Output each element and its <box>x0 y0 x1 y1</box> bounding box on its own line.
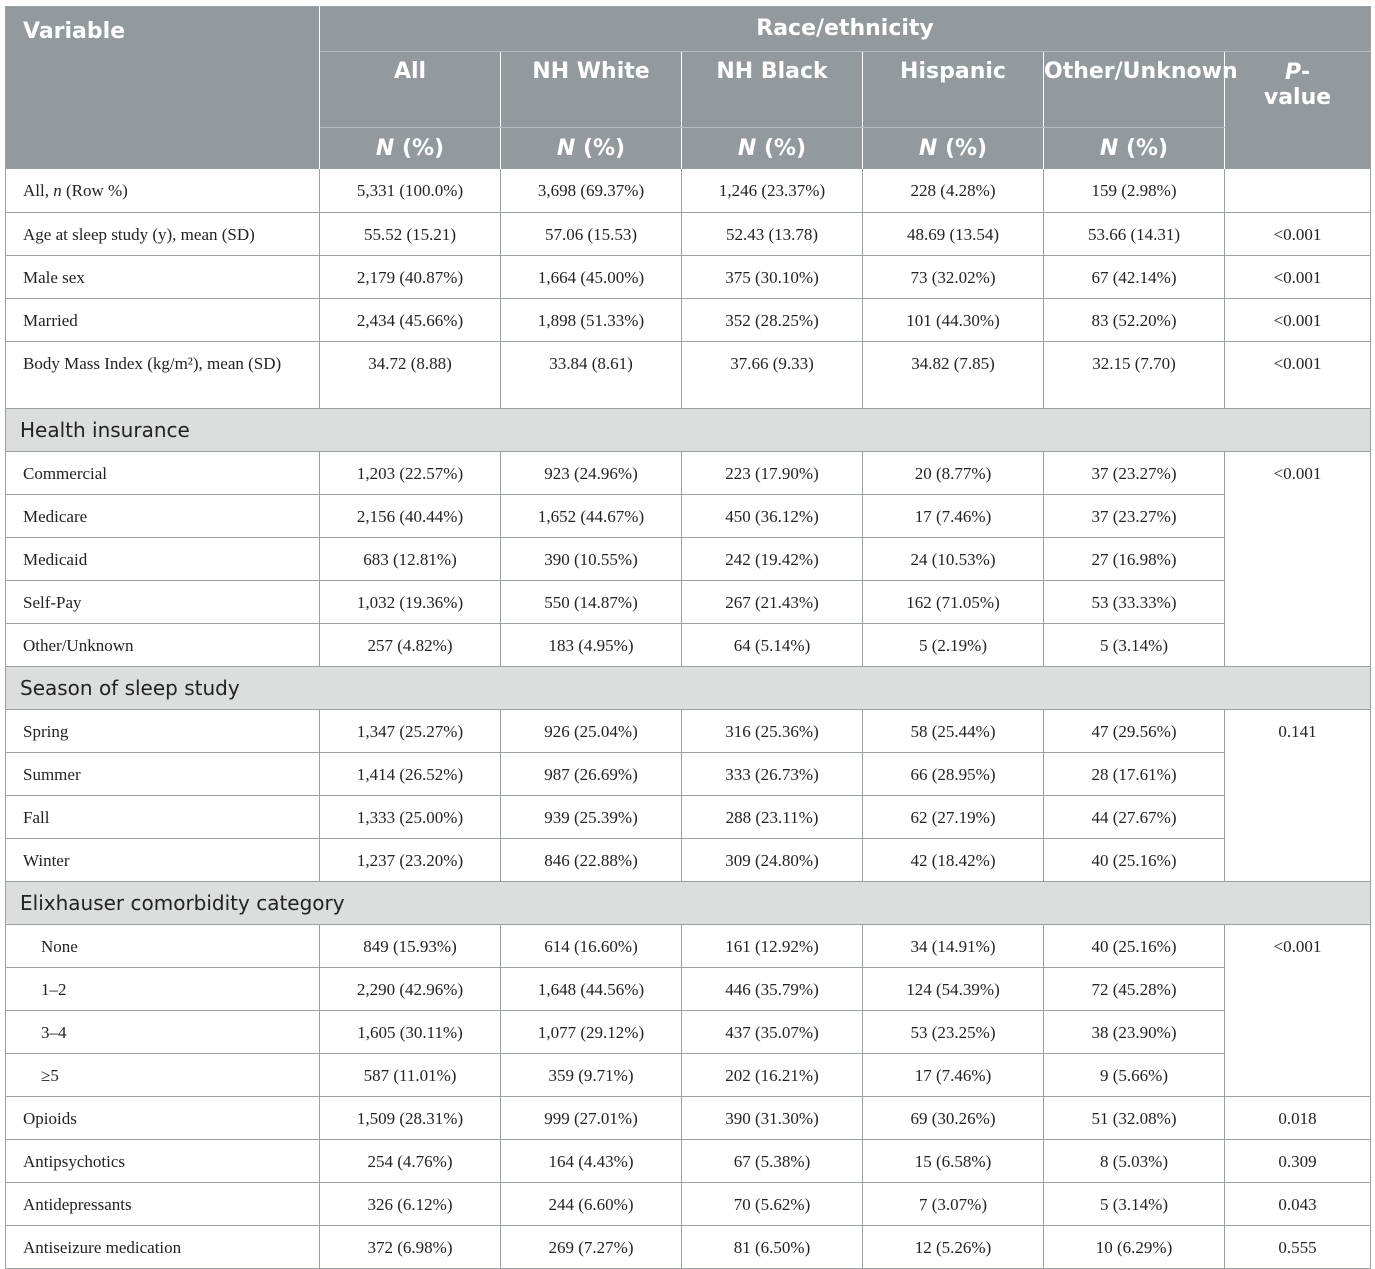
table-cell-value: 161 (12.92%) <box>682 924 863 967</box>
header-n-percent <box>1044 127 1225 169</box>
section-header <box>6 881 1371 924</box>
table-row <box>6 967 1371 1010</box>
table-cell-value: 309 (24.80%) <box>682 838 863 881</box>
table-cell-value: 390 (31.30%) <box>682 1096 863 1139</box>
row-variable-label: Married <box>6 298 320 341</box>
table-row <box>6 1096 1371 1139</box>
table-cell-value: 55.52 (15.21) <box>320 212 501 255</box>
table-cell-value: 846 (22.88%) <box>501 838 682 881</box>
table-row <box>6 1010 1371 1053</box>
row-p-value: <0.001 <box>1225 212 1371 255</box>
table-cell-value: 244 (6.60%) <box>501 1182 682 1225</box>
row-variable-label: Spring <box>6 709 320 752</box>
table-cell-value: 1,347 (25.27%) <box>320 709 501 752</box>
table-cell-value: 2,156 (40.44%) <box>320 494 501 537</box>
table-cell-value: 73 (32.02%) <box>863 255 1044 298</box>
table-cell-value: 81 (6.50%) <box>682 1225 863 1268</box>
header-col-other-unknown: Other/Unknown <box>1044 52 1225 128</box>
table-cell-value: 390 (10.55%) <box>501 537 682 580</box>
table-cell-value: 52.43 (13.78) <box>682 212 863 255</box>
row-variable-label: Self-Pay <box>6 580 320 623</box>
table-cell-value: 2,290 (42.96%) <box>320 967 501 1010</box>
section-title: Season of sleep study <box>6 666 1371 709</box>
header-col-nh-black: NH Black <box>682 52 863 128</box>
table-cell-value: 202 (16.21%) <box>682 1053 863 1096</box>
table-cell-value: 8 (5.03%) <box>1044 1139 1225 1182</box>
table-cell-value: 7 (3.07%) <box>863 1182 1044 1225</box>
table-row <box>6 838 1371 881</box>
table-cell-value: 58 (25.44%) <box>863 709 1044 752</box>
row-variable-label: Winter <box>6 838 320 881</box>
table-cell-value: 375 (30.10%) <box>682 255 863 298</box>
table-cell-value: 257 (4.82%) <box>320 623 501 666</box>
table-row <box>6 298 1371 341</box>
table-cell-value: 683 (12.81%) <box>320 537 501 580</box>
table-cell-value: 72 (45.28%) <box>1044 967 1225 1010</box>
table-cell-value: 1,246 (23.37%) <box>682 169 863 212</box>
header-percent-suffix: (%) <box>575 135 626 161</box>
table-cell-value: 923 (24.96%) <box>501 451 682 494</box>
table-cell-value: 1,237 (23.20%) <box>320 838 501 881</box>
header-n-letter: N <box>737 135 757 161</box>
table-cell-value: 48.69 (13.54) <box>863 212 1044 255</box>
table-cell-value: 53 (23.25%) <box>863 1010 1044 1053</box>
table-cell-value: 288 (23.11%) <box>682 795 863 838</box>
row-variable-label: Commercial <box>6 451 320 494</box>
header-n-letter: N <box>556 135 576 161</box>
table-cell-value: 269 (7.27%) <box>501 1225 682 1268</box>
table-cell-value: 47 (29.56%) <box>1044 709 1225 752</box>
table-cell-value: 162 (71.05%) <box>863 580 1044 623</box>
row-variable-label: Opioids <box>6 1096 320 1139</box>
table-cell-value: 38 (23.90%) <box>1044 1010 1225 1053</box>
table-cell-value: 32.15 (7.70) <box>1044 341 1225 408</box>
table-cell-value: 17 (7.46%) <box>863 494 1044 537</box>
table-cell-value: 101 (44.30%) <box>863 298 1044 341</box>
table-cell-value: 333 (26.73%) <box>682 752 863 795</box>
header-n-letter: N <box>375 135 395 161</box>
table-cell-value: 2,179 (40.87%) <box>320 255 501 298</box>
table-cell-value: 359 (9.71%) <box>501 1053 682 1096</box>
table-row <box>6 1182 1371 1225</box>
table-cell-value: 34.72 (8.88) <box>320 341 501 408</box>
table-row <box>6 924 1371 967</box>
row-p-value: <0.001 <box>1225 255 1371 298</box>
header-n-letter: N <box>918 135 938 161</box>
header-n-percent <box>863 127 1044 169</box>
demographics-table-container <box>5 6 1370 1269</box>
table-row <box>6 795 1371 838</box>
row-variable-prefix: All, <box>23 181 54 200</box>
table-row <box>6 494 1371 537</box>
row-variable-label: Other/Unknown <box>6 623 320 666</box>
table-cell-value: 34 (14.91%) <box>863 924 1044 967</box>
table-cell-value: 2,434 (45.66%) <box>320 298 501 341</box>
table-cell-value: 1,648 (44.56%) <box>501 967 682 1010</box>
table-cell-value: 5 (3.14%) <box>1044 1182 1225 1225</box>
row-variable-label: Fall <box>6 795 320 838</box>
table-row <box>6 1053 1371 1096</box>
header-percent-suffix: (%) <box>394 135 445 161</box>
row-variable-label: Male sex <box>6 255 320 298</box>
row-variable-label: 3–4 <box>6 1010 320 1053</box>
table-row <box>6 451 1371 494</box>
row-p-value: 0.141 <box>1225 709 1371 881</box>
table-cell-value: 159 (2.98%) <box>1044 169 1225 212</box>
table-cell-value: 37 (23.27%) <box>1044 494 1225 537</box>
table-row <box>6 341 1371 408</box>
header-percent-suffix: (%) <box>756 135 807 161</box>
table-cell-value: 614 (16.60%) <box>501 924 682 967</box>
row-variable-label: Body Mass Index (kg/m²), mean (SD) <box>6 341 320 408</box>
section-header <box>6 666 1371 709</box>
row-p-value: 0.018 <box>1225 1096 1371 1139</box>
table-cell-value: 5 (3.14%) <box>1044 623 1225 666</box>
row-p-value: 0.043 <box>1225 1182 1371 1225</box>
table-cell-value: 40 (25.16%) <box>1044 924 1225 967</box>
table-cell-value: 69 (30.26%) <box>863 1096 1044 1139</box>
header-col-nh-white: NH White <box>501 52 682 128</box>
table-cell-value: 1,414 (26.52%) <box>320 752 501 795</box>
table-cell-value: 64 (5.14%) <box>682 623 863 666</box>
table-cell-value: 28 (17.61%) <box>1044 752 1225 795</box>
table-row <box>6 1139 1371 1182</box>
header-n-percent <box>682 127 863 169</box>
table-cell-value: 5,331 (100.0%) <box>320 169 501 212</box>
table-cell-value: 254 (4.76%) <box>320 1139 501 1182</box>
table-cell-value: 437 (35.07%) <box>682 1010 863 1053</box>
table-cell-value: 228 (4.28%) <box>863 169 1044 212</box>
table-cell-value: 53.66 (14.31) <box>1044 212 1225 255</box>
header-n-percent <box>501 127 682 169</box>
table-cell-value: 24 (10.53%) <box>863 537 1044 580</box>
header-col-hispanic: Hispanic <box>863 52 1044 128</box>
row-variable-label <box>6 169 320 212</box>
table-cell-value: 352 (28.25%) <box>682 298 863 341</box>
table-cell-value: 42 (18.42%) <box>863 838 1044 881</box>
table-cell-value: 9 (5.66%) <box>1044 1053 1225 1096</box>
row-variable-suffix: (Row %) <box>61 181 128 200</box>
table-cell-value: 37.66 (9.33) <box>682 341 863 408</box>
header-p-value <box>1225 52 1371 170</box>
table-cell-value: 1,898 (51.33%) <box>501 298 682 341</box>
table-cell-value: 66 (28.95%) <box>863 752 1044 795</box>
table-cell-value: 37 (23.27%) <box>1044 451 1225 494</box>
header-variable: Variable <box>6 7 320 170</box>
table-cell-value: 183 (4.95%) <box>501 623 682 666</box>
table-cell-value: 124 (54.39%) <box>863 967 1044 1010</box>
table-cell-value: 1,333 (25.00%) <box>320 795 501 838</box>
header-p-letter: P <box>1284 60 1301 85</box>
section-title: Elixhauser comorbidity category <box>6 881 1371 924</box>
table-cell-value: 926 (25.04%) <box>501 709 682 752</box>
table-cell-value: 53 (33.33%) <box>1044 580 1225 623</box>
table-cell-value: 3,698 (69.37%) <box>501 169 682 212</box>
table-cell-value: 17 (7.46%) <box>863 1053 1044 1096</box>
table-cell-value: 62 (27.19%) <box>863 795 1044 838</box>
table-cell-value: 12 (5.26%) <box>863 1225 1044 1268</box>
row-p-value: <0.001 <box>1225 451 1371 666</box>
row-p-value <box>1225 169 1371 212</box>
table-cell-value: 5 (2.19%) <box>863 623 1044 666</box>
row-p-value: 0.555 <box>1225 1225 1371 1268</box>
table-row <box>6 752 1371 795</box>
header-n-letter: N <box>1099 135 1119 161</box>
header-col-all: All <box>320 52 501 128</box>
section-header <box>6 408 1371 451</box>
table-cell-value: 15 (6.58%) <box>863 1139 1044 1182</box>
table-cell-value: 372 (6.98%) <box>320 1225 501 1268</box>
table-cell-value: 27 (16.98%) <box>1044 537 1225 580</box>
table-row <box>6 623 1371 666</box>
table-cell-value: 849 (15.93%) <box>320 924 501 967</box>
table-cell-value: 987 (26.69%) <box>501 752 682 795</box>
table-cell-value: 40 (25.16%) <box>1044 838 1225 881</box>
row-variable-label: Medicare <box>6 494 320 537</box>
table-cell-value: 67 (5.38%) <box>682 1139 863 1182</box>
section-title: Health insurance <box>6 408 1371 451</box>
table-row <box>6 1225 1371 1268</box>
row-variable-label: Antipsychotics <box>6 1139 320 1182</box>
table-cell-value: 587 (11.01%) <box>320 1053 501 1096</box>
table-cell-value: 70 (5.62%) <box>682 1182 863 1225</box>
row-p-value: <0.001 <box>1225 341 1371 408</box>
table-cell-value: 1,664 (45.00%) <box>501 255 682 298</box>
row-variable-label: Antiseizure medication <box>6 1225 320 1268</box>
demographics-table <box>5 6 1371 1269</box>
table-cell-value: 446 (35.79%) <box>682 967 863 1010</box>
table-cell-value: 1,509 (28.31%) <box>320 1096 501 1139</box>
table-cell-value: 10 (6.29%) <box>1044 1225 1225 1268</box>
row-variable-label: Medicaid <box>6 537 320 580</box>
table-cell-value: 223 (17.90%) <box>682 451 863 494</box>
row-variable-label: Age at sleep study (y), mean (SD) <box>6 212 320 255</box>
row-variable-italic-n: n <box>53 181 62 200</box>
row-variable-label: ≥5 <box>6 1053 320 1096</box>
table-cell-value: 316 (25.36%) <box>682 709 863 752</box>
row-variable-label: Summer <box>6 752 320 795</box>
table-cell-value: 51 (32.08%) <box>1044 1096 1225 1139</box>
table-row <box>6 169 1371 212</box>
table-row <box>6 255 1371 298</box>
table-cell-value: 1,203 (22.57%) <box>320 451 501 494</box>
row-variable-label: Antidepressants <box>6 1182 320 1225</box>
table-cell-value: 57.06 (15.53) <box>501 212 682 255</box>
table-body <box>6 169 1371 1268</box>
table-row <box>6 212 1371 255</box>
row-variable-label: 1–2 <box>6 967 320 1010</box>
table-row <box>6 580 1371 623</box>
table-cell-value: 33.84 (8.61) <box>501 341 682 408</box>
header-race-ethnicity: Race/ethnicity <box>320 7 1371 52</box>
table-cell-value: 34.82 (7.85) <box>863 341 1044 408</box>
row-variable-label: None <box>6 924 320 967</box>
table-cell-value: 939 (25.39%) <box>501 795 682 838</box>
table-cell-value: 67 (42.14%) <box>1044 255 1225 298</box>
row-p-value: <0.001 <box>1225 298 1371 341</box>
table-cell-value: 1,652 (44.67%) <box>501 494 682 537</box>
header-p-dash: - <box>1301 60 1311 85</box>
header-n-percent <box>320 127 501 169</box>
table-cell-value: 267 (21.43%) <box>682 580 863 623</box>
table-cell-value: 44 (27.67%) <box>1044 795 1225 838</box>
table-cell-value: 326 (6.12%) <box>320 1182 501 1225</box>
header-p-value-word: value <box>1263 85 1332 110</box>
table-header <box>6 7 1371 170</box>
table-cell-value: 164 (4.43%) <box>501 1139 682 1182</box>
table-cell-value: 1,077 (29.12%) <box>501 1010 682 1053</box>
row-p-value: 0.309 <box>1225 1139 1371 1182</box>
table-cell-value: 242 (19.42%) <box>682 537 863 580</box>
table-row <box>6 709 1371 752</box>
table-cell-value: 1,605 (30.11%) <box>320 1010 501 1053</box>
table-cell-value: 83 (52.20%) <box>1044 298 1225 341</box>
table-cell-value: 450 (36.12%) <box>682 494 863 537</box>
table-cell-value: 20 (8.77%) <box>863 451 1044 494</box>
table-cell-value: 1,032 (19.36%) <box>320 580 501 623</box>
row-p-value: <0.001 <box>1225 924 1371 1096</box>
header-percent-suffix: (%) <box>1118 135 1169 161</box>
table-cell-value: 999 (27.01%) <box>501 1096 682 1139</box>
table-cell-value: 550 (14.87%) <box>501 580 682 623</box>
table-row <box>6 537 1371 580</box>
header-percent-suffix: (%) <box>937 135 988 161</box>
